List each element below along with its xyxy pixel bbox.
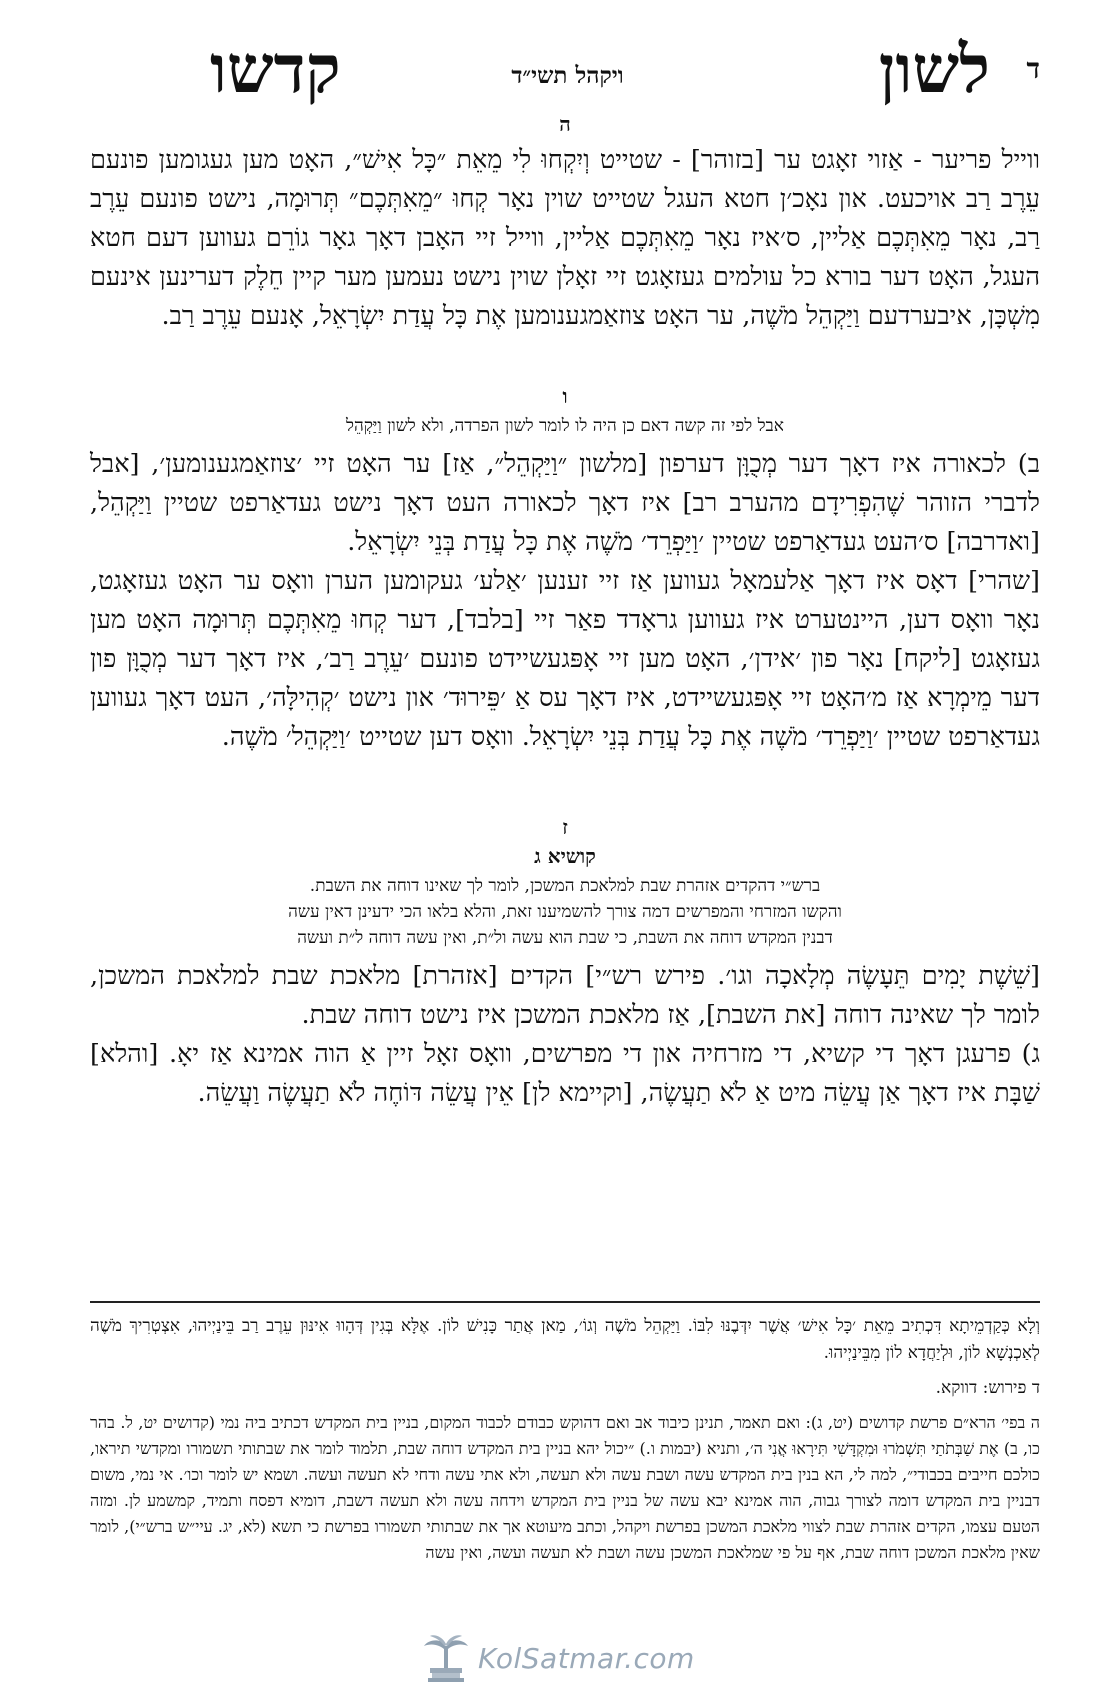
section-number: ו <box>562 384 568 408</box>
paragraph: [שהרי] דאָס איז דאָך אַלעמאָל געווען אַז זיי זענען ׳אַלע׳ געקומען הערן וואָס ער האָט געזאָגט, נאָר וואָס דען, היינטערט איז געווען גראָדד פאַר זיי [בלבד], דער קְחוּ מֵאִתְּכֶם תְּרוּמָה האָט מען געזאָגט [ליקח] נאָר פון ׳אידן׳, האָט מען זיי אָפּגעשיידט פונעם ׳עֵרֶב רַב׳, איז דאָך דער מְכֻוָּן פון דער מֵימְרָא אַז מ׳האָט זיי אָפּגעשיידט, איז דאָך עס אַ ׳פֵּירוּד׳ און נישט ׳קְהִילָּה׳, העט דאָך געווען געדאַרפט שטיין ׳וַיַּפְרֵד׳ מֹשֶׁה אֶת כָּל עֲדַת בְּנֵי יִשְׂרָאֵל. וואָס דען שטייט ׳וַיַּקְהֵל׳ מֹשֶׁה. <box>90 566 1040 752</box>
watermark-text: KolSatmar <box>478 1642 625 1675</box>
section-note: אבל לפי זה קשה דאם כן היה לו לומר לשון הפרדה, ולא לשון וַיַּקְהֵל <box>346 416 784 436</box>
footnotes <box>90 1313 1040 1566</box>
paragraph: ווייל פריער - אַזוי זאָגט ער [בזוהר] - שטייט וְיִקְחוּ לִי מֵאֵת ״כָּל אִישׁ״, האָט מען געגומען פונעם עֵרֶב רַב אויכעט. און נאָכ׳ן חטא העגל שטייט שוין נאָר קְחוּ ״מֵאִתְּכֶם״ תְּרוּמָה, נישט פונעם עֵרֶב רַב, נאָר מֵאִתְּכֶם אַליין, ס׳איז נאָר מֵאִתְּכֶם אַליין, ווייל זיי האָבן דאָך גאָר גוֹרֵם געווען דעם חטא העגל, האָט דער בורא כל עולמים געזאָגט זיי זאָלן שוין נישט נעמען מער קיין חֵלֶק דערינען אינעם מִשְׁכָּן, איבערדעם וַיַּקְהֵל מֹשֶׁה, ער האָט צוזאַמגענומען אֶת כָּל עֲדַת יִשְׂרָאֵל, אָנעם עֵרֶב רַב. <box>90 145 1040 331</box>
running-title-left: קדשו <box>210 30 341 108</box>
footnote-divider <box>90 1301 1040 1303</box>
palm-tree-books-icon <box>420 1634 472 1684</box>
watermark-suffix: .com <box>624 1642 695 1675</box>
section-number: ז <box>562 815 568 839</box>
section-note: והקשו המזרחי והמפרשים דמה צורך להשמיענו זאת, והלא בלאו הכי ידעינן דאין עשה <box>288 902 842 922</box>
watermark-logo <box>420 1634 695 1684</box>
section-heading: קושיא ג <box>534 844 596 868</box>
section-number: ה <box>559 112 571 136</box>
parsha-label: ויקהל תשי״ד <box>511 62 624 89</box>
section-note: ברש״י דהקדים אזהרת שבת למלאכת המשכן, לומר לך שאינו דוחה את השבת. <box>309 876 821 896</box>
footnote: ה בפי׳ הרא״ם פרשת קדושים (יט, ג): ואם תאמר, תנינן כיבוד אב ואם דהוקש כבודם לכבוד המקום, בניין בית המקדש דכתיב ביה נמי (קדושים יט, ל. בהר כו, ב) אֶת שַׁבְּתֹתַי תִּשְׁמֹרוּ וּמִקְדָּשִׁי תִּירָאוּ אֲנִי ה׳, ותניא (יבמות ו.) ״יכול יהא בניין בית המקדש דוחה שבת, תלמוד לומר את שבתותי תשמורו ומקדשי תיראו, כולכם חייבים בכבודי״, למה לי, הא בנין בית המקדש עשה ושבת עשה ולא תעשה, ולא אתי עשה ודחי לא תעשה ועשה. ושמא יש לומר וכו׳. אי נמי, משום דבניין בית המקדש דומה לצורך גבוה, הוה אמינא יבא עשה של בניין בית המקדש וידחה עשה ולא תעשה דשבת, דומיא דפסח ותמיד, קמשמע לן. ומזה הטעם עצמו, הקדים אזהרת שבת לצווי מלאכת המשכן בפרשת ויקהל, וכתב מיעוטא אך את שבתותי תשמורו בפרשת כי תשא (לא, יג. עיי״ש ברש״י), לומר שאין מלאכת המשכן דוחה שבת, אף על פי שמלאכת המשכן עשה ושבת לא תעשה ועשה, ואין עשה <box>90 1413 1041 1562</box>
paragraph: ב) לכאורה איז דאָך דער מְכֻוָּן דערפון [מלשון ״וַיַּקְהֵל״, אַז] ער האָט זיי ׳צוזאַמגענומען׳, [אבל לדברי הזוהר שֶׁהִפְרִידָם מהערב רב] איז דאָך לכאורה העט דאָך נישט געדאַרפט שטיין וַיַּקְהֵל, [ואדרבה] ס׳העט געדאַרפט שטיין ׳וַיַּפְרֵד׳ מֹשֶׁה אֶת כָּל עֲדַת בְּנֵי יִשְׂרָאֵל. <box>90 449 1040 557</box>
footnote: ד פירוש: דווקא. <box>935 1378 1040 1398</box>
footnote: וְלָא כְּקַדְמֵיתָא דִּכְתִיב מֵאֵת ׳כָּל אִישׁ׳ אֲשֶׁר יִדְּבֶנּוּ לִבּוֹ. וַיַּקְהֵל מֹשֶׁה וְגוֹ׳, מַאן אֲתַר כָּנִישׁ לוֹן. אֶלָּא בְּגִין דְּהָווּ אִינּוּן עֵרֶב רַב בֵּינַיְיהוּ, אִצְטְרִיךְ מֹשֶׁה לְאַכְנְשָׁא לוֹן, וּלְיַחֲדָא לוֹן מִבֵּינַיְיהוּ. <box>90 1316 1040 1363</box>
paragraph: [שֵׁשֶׁת יָמִים תֵּעָשֶׂה מְלָאכָה וגו׳. פירש רש״י] הקדים [אזהרת] מלאכת שבת למלאכת המשכן, לומר לך שאינה דוחה [את השבת], אַז מלאכת המשכן איז נישט דוחה שבת. <box>90 961 1040 1030</box>
page-header <box>95 30 1040 108</box>
section-note: דבנין המקדש דוחה את השבת, כי שבת הוא עשה ול״ת, ואין עשה דוחה ל״ת ועשה <box>297 928 833 948</box>
running-title-right: לשון <box>878 30 990 108</box>
paragraph: ג) פרעגן דאָך די קשיא, די מזרחיה און די מפרשים, וואָס זאָל זיין אַ הוה אמינא אַז יאָ. [והלא] שַׁבָּת איז דאָך אַן עֲשֵׂה מיט אַ לֹא תַעֲשֶׂה, [וקיימא לן] אֵין עֲשֵׂה דּוֹחֶה לֹא תַעֲשֶׂה וַעֲשֵׂה. <box>90 1039 1040 1108</box>
page-number: ד <box>1026 52 1040 85</box>
main-text <box>90 112 1040 1113</box>
